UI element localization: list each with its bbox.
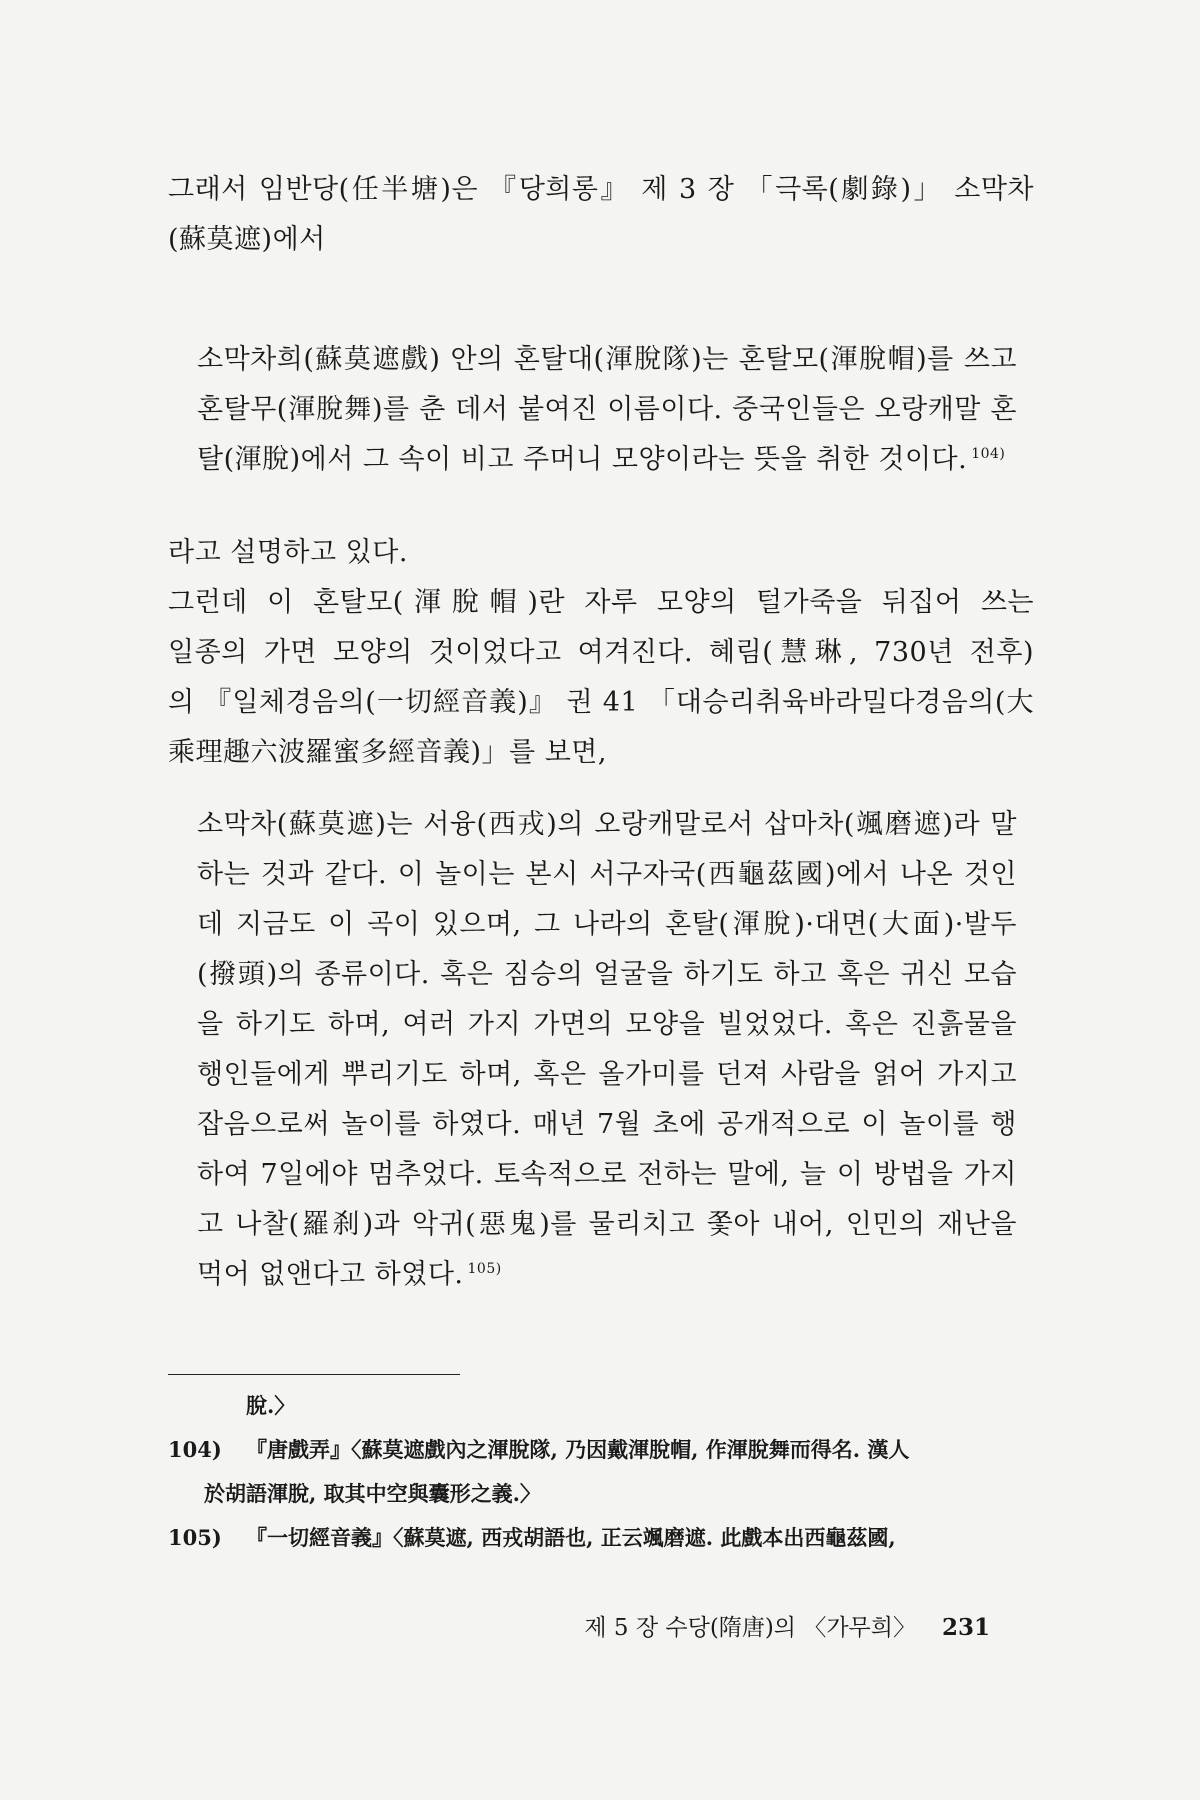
running-footer	[584, 1609, 990, 1642]
quote-line: 먹어 없앤다고 하였다. $^{105)}$	[197, 1259, 502, 1290]
quote-line: 을 하기도 하며, 여러 가지 가면의 모양을 빌었었다. 혹은 진흙물을	[197, 1009, 1017, 1040]
quote-line: (撥頭)의 종류이다. 혹은 짐승의 얼굴을 하기도 하고 혹은 귀신 모습	[197, 959, 1017, 990]
paragraph-intro	[168, 165, 1034, 265]
text-line: 일종의 가면 모양의 것이었다고 여겨진다. 혜림(慧琳, 730년 전후)	[168, 637, 1034, 668]
quote-line: 행인들에게 뿌리기도 하며, 혹은 올가미를 던져 사람을 얽어 가지고	[197, 1059, 1017, 1090]
block-quote-2	[197, 800, 1017, 1300]
footnote-ref-105[interactable]: 105)	[467, 1261, 502, 1277]
text-line: (蘇莫遮)에서	[168, 224, 326, 255]
quote-line: 소막차(蘇莫遮)는 서융(西戎)의 오랑캐말로서 삽마차(颯磨遮)라 말	[197, 809, 1017, 840]
quote-line: 하여 7일에야 멈추었다. 토속적으로 전하는 말에, 늘 이 방법을 가지	[197, 1159, 1017, 1190]
quote-line: 데 지금도 이 곡이 있으며, 그 나라의 혼탈(渾脫)·대면(大面)·발두	[197, 909, 1017, 940]
footnote-number: 105)	[168, 1525, 222, 1550]
quote-line: 고 나찰(羅刹)과 악귀(惡鬼)를 물리치고 쫓아 내어, 인민의 재난을	[197, 1209, 1017, 1240]
footnote-divider	[168, 1374, 460, 1375]
text-line: 라고 설명하고 있다.	[168, 537, 408, 568]
footnote-text: 『一切經音義』〈蘇莫遮, 西戎胡語也, 正云颯磨遮. 此戲本出西龜茲國,	[246, 1525, 896, 1550]
footnote-text: 『唐戲弄』〈蘇莫遮戲內之渾脫隊, 乃因戴渾脫帽, 作渾脫舞而得名. 漢人	[246, 1437, 910, 1462]
footnote-continuation: 脫.〉	[246, 1393, 296, 1418]
quote-line: 혼탈무(渾脫舞)를 춘 데서 붙여진 이름이다. 중국인들은 오랑캐말 혼	[197, 394, 1017, 425]
footnotes	[168, 1384, 1034, 1560]
block-quote-1	[197, 335, 1017, 485]
text-line: 乘理趣六波羅蜜多經音義)」를 보면,	[168, 737, 607, 768]
running-title: 제 5 장 수당(隋唐)의 〈가무희〉	[584, 1615, 916, 1641]
text-line: 의 『일체경음의(一切經音義)』 권 41 「대승리취육바라밀다경음의(大	[168, 687, 1034, 718]
quote-line: 하는 것과 같다. 이 놀이는 본시 서구자국(西龜茲國)에서 나온 것인	[197, 859, 1017, 890]
footnote-text: 於胡語渾脫, 取其中空與囊形之義.〉	[204, 1481, 541, 1506]
quote-line: 잡음으로써 놀이를 하였다. 매년 7월 초에 공개적으로 이 놀이를 행	[197, 1109, 1017, 1140]
footnote-ref-104[interactable]: 104)	[971, 446, 1006, 462]
quote-line: 탈(渾脫)에서 그 속이 비고 주머니 모양이라는 뜻을 취한 것이다. $^{104)}$	[197, 444, 1006, 475]
text-line: 그래서 임반당(任半塘)은 『당희롱』 제 3 장 「극록(劇錄)」 소막차	[168, 174, 1034, 205]
footnote-104	[168, 1428, 1034, 1472]
quote-line: 소막차희(蘇莫遮戲) 안의 혼탈대(渾脫隊)는 혼탈모(渾脫帽)를 쓰고	[197, 344, 1017, 375]
paragraph-body	[168, 528, 1034, 778]
footnote-105	[168, 1516, 1034, 1560]
footnote-104-cont	[168, 1472, 1034, 1516]
footnote-number: 104)	[168, 1437, 222, 1462]
page-number: 231	[941, 1614, 990, 1641]
text-line: 그런데 이 혼탈모(渾脫帽)란 자루 모양의 털가죽을 뒤집어 쓰는	[168, 587, 1034, 618]
